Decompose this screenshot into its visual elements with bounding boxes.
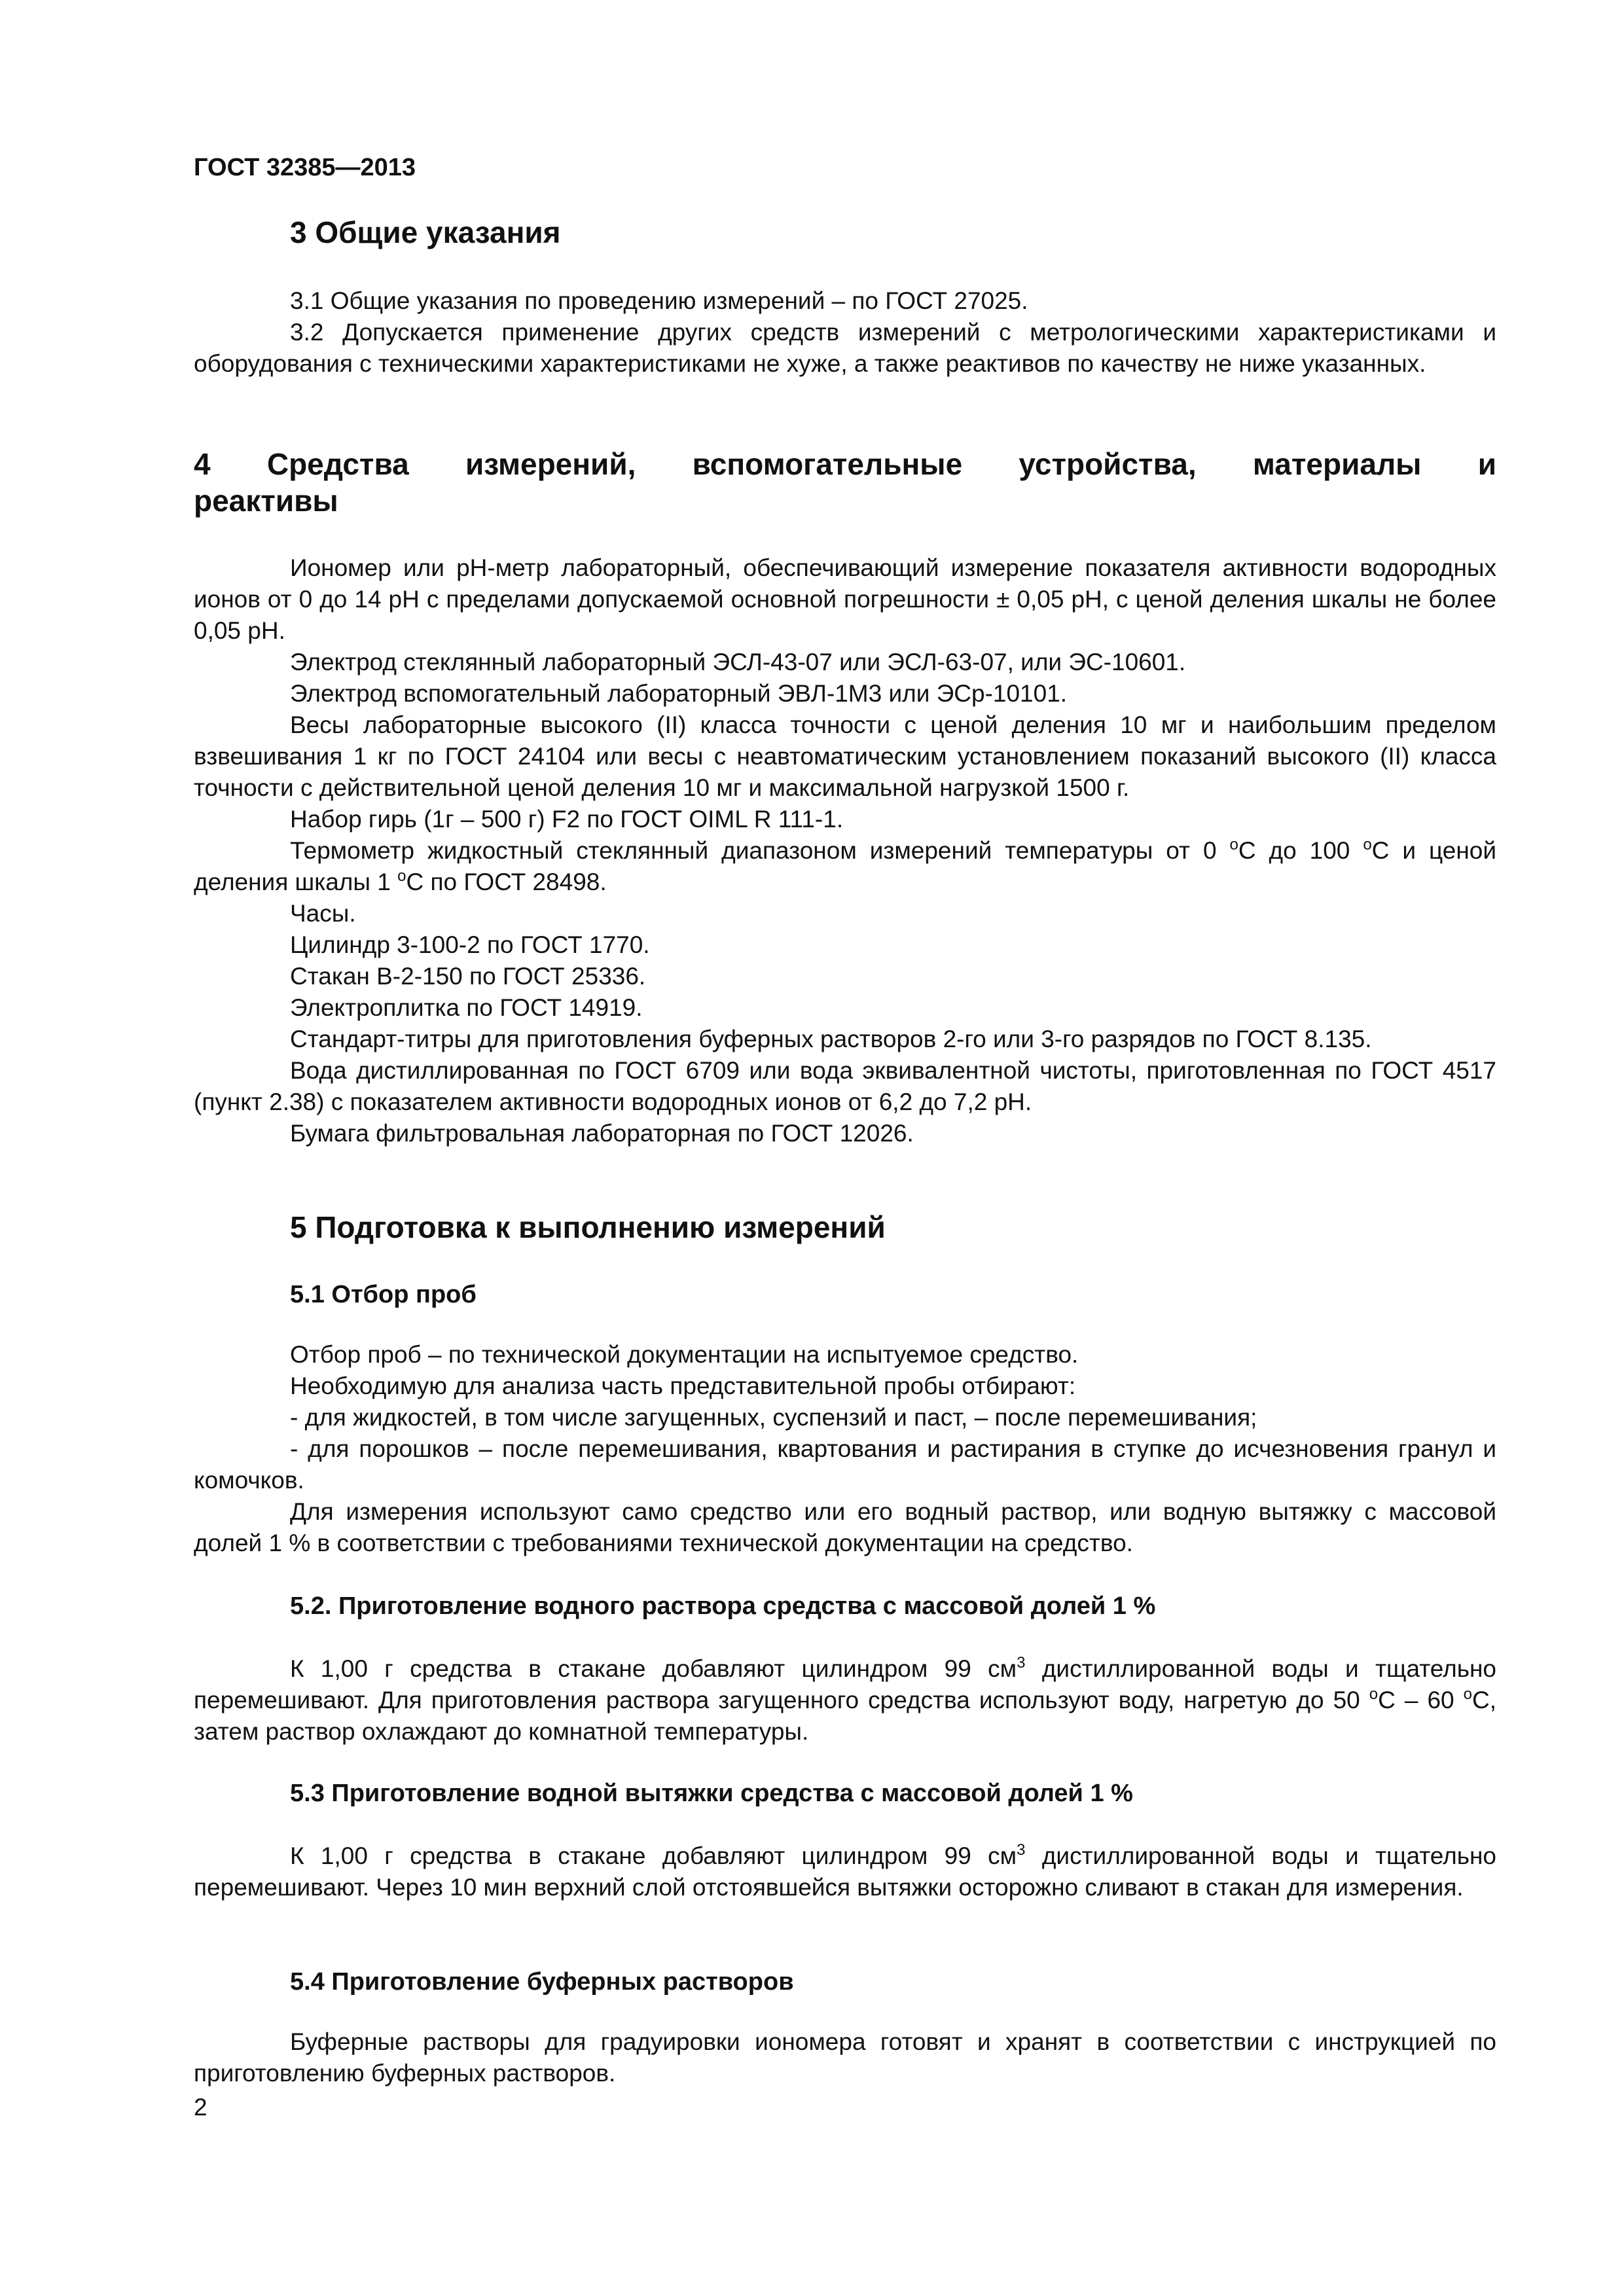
list-item-glass-electrode: Электрод стеклянный лабораторный ЭСЛ-43-07 или ЭСЛ-63-07, или ЭС-10601. bbox=[290, 649, 1186, 675]
standard-number: ГОСТ 32385—2013 bbox=[194, 154, 416, 181]
sampling-line-3: - для жидкостей, в том числе загущенных, суспензий и паст, – после перемешивания; bbox=[290, 1404, 1257, 1431]
list-item-clock: Часы. bbox=[290, 900, 356, 927]
list-item-ionomer: Иономер или pH-метр лабораторный, обеспечивающий измерение показателя активности водородных ионов от 0 до 14 pH с пределами допускаемой основной погрешности ± 0,05 pH, с ценой деления шкалы не более 0,05 pH. bbox=[194, 554, 1496, 644]
sampling-line-1: Отбор проб – по технической документации на испытуемое средство. bbox=[290, 1341, 1079, 1368]
list-item-thermometer: Термометр жидкостный стеклянный диапазоном измерений температуры от 0 $^о$С до 100 $^о$С и ценой деления шкалы 1 $^о$С по ГОСТ 28498. bbox=[194, 836, 1496, 895]
list-item-water: Вода дистиллированная по ГОСТ 6709 или вода эквивалентной чистоты, приготовленная по ГОСТ 4517 (пункт 2.38) с показателем активности водородных ионов от 6,2 до 7,2 pH. bbox=[194, 1057, 1496, 1115]
subsection-5-2-body bbox=[194, 1653, 1496, 1748]
buffer-paragraph: Буферные растворы для градуировки иономера готовят и хранят в соответствии с инструкцией по приготовлению буферных растворов. bbox=[194, 2028, 1496, 2087]
list-item-hotplate: Электроплитка по ГОСТ 14919. bbox=[290, 994, 643, 1021]
solution-paragraph: К 1,00 г средства в стакане добавляют цилиндром 99 $см^3$ дистиллированной воды и тщательно перемешивают. Для приготовления раствора загущенного средства используют воду, нагретую до 50 $^о$С – 60 $^о$С, затем раствор охлаждают до комнатной температуры. bbox=[194, 1654, 1496, 1745]
subsection-5-2-title: 5.2. Приготовление водного раствора средства с массовой долей 1 % bbox=[290, 1592, 1156, 1620]
subsection-5-4-title: 5.4 Приготовление буферных растворов bbox=[290, 1968, 794, 1996]
section-3-body bbox=[194, 285, 1496, 380]
paragraph-3-2: 3.2 Допускается применение других средств измерений с метрологическими характеристиками и оборудования с техническими характеристиками не хуже, а также реактивов по качеству не ниже указанных. bbox=[194, 319, 1496, 377]
subsection-5-4-body bbox=[194, 2026, 1496, 2089]
subsection-5-1-title: 5.1 Отбор проб bbox=[290, 1281, 477, 1308]
page-number: 2 bbox=[194, 2094, 208, 2121]
list-item-filter-paper: Бумага фильтровальная лабораторная по ГОСТ 12026. bbox=[290, 1120, 914, 1147]
sampling-line-4: - для порошков – после перемешивания, квартования и растирания в ступке до исчезновения гранул и комочков. bbox=[194, 1435, 1496, 1494]
list-item-beaker: Стакан В-2-150 по ГОСТ 25336. bbox=[290, 963, 646, 990]
extract-paragraph: К 1,00 г средства в стакане добавляют цилиндром 99 $см^3$ дистиллированной воды и тщательно перемешивают. Через 10 мин верхний слой отстоявшейся вытяжки осторожно сливают в стакан для измерения. bbox=[194, 1841, 1496, 1901]
section-4-list bbox=[194, 552, 1496, 1149]
section-3-title: 3 Общие указания bbox=[290, 215, 561, 249]
sampling-line-2: Необходимую для анализа часть представительной пробы отбирают: bbox=[290, 1372, 1076, 1399]
list-item-weights: Набор гирь (1г – 500 г) F2 по ГОСТ OIML R 111-1. bbox=[290, 806, 844, 833]
list-item-cylinder: Цилиндр 3-100-2 по ГОСТ 1770. bbox=[290, 931, 650, 958]
section-4-title-line2: реактивы bbox=[194, 484, 338, 518]
subsection-5-3-title: 5.3 Приготовление водной вытяжки средства с массовой долей 1 % bbox=[290, 1780, 1133, 1807]
list-item-aux-electrode: Электрод вспомогательный лабораторный ЭВЛ-1М3 или ЭСр-10101. bbox=[290, 680, 1068, 707]
sampling-line-5: Для измерения используют само средство или его водный раствор, или водную вытяжку с массовой долей 1 % в соответствии с требованиями технической документации на средство. bbox=[194, 1498, 1496, 1556]
list-item-standard-titres: Стандарт-титры для приготовления буферных растворов 2-го или 3-го разрядов по ГОСТ 8.135. bbox=[290, 1026, 1372, 1052]
subsection-5-1-body bbox=[194, 1339, 1496, 1559]
section-4-title-line1: 4 Средства измерений, вспомогательные устройства, материалы и bbox=[194, 447, 1496, 481]
section-5-title: 5 Подготовка к выполнению измерений bbox=[290, 1210, 886, 1244]
list-item-scales: Весы лабораторные высокого (II) класса точности с ценой деления 10 мг и наибольшим пределом взвешивания 1 кг по ГОСТ 24104 или весы с неавтоматическим установлением показаний высокого (II) класса точности с действительной ценой деления 10 мг и максимальной нагрузкой 1500 г. bbox=[194, 711, 1496, 801]
subsection-5-3-body bbox=[194, 1840, 1496, 1903]
paragraph-3-1: 3.1 Общие указания по проведению измерений – по ГОСТ 27025. bbox=[290, 287, 1028, 314]
